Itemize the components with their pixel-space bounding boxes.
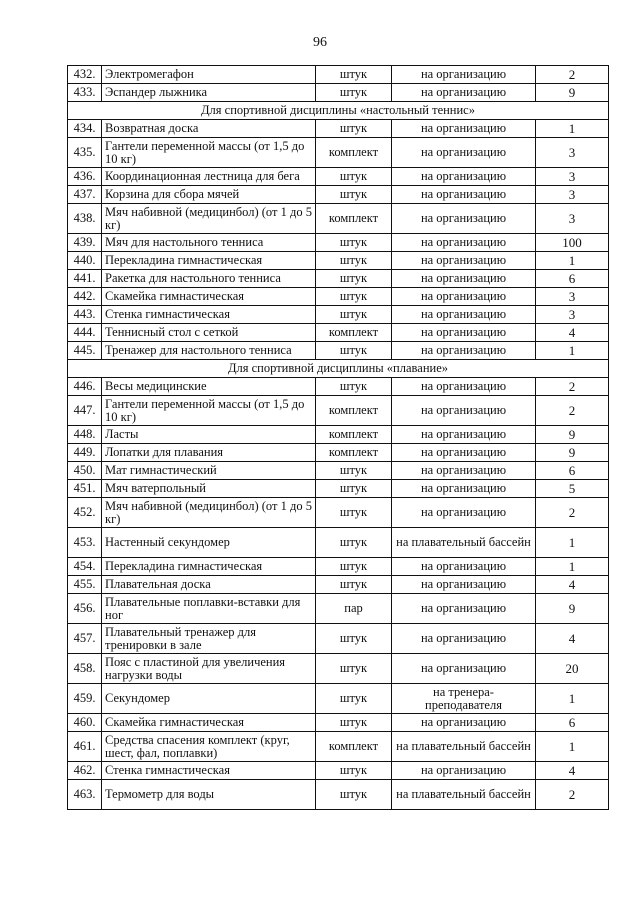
quantity-cell: 3 [536,138,609,168]
row-number-cell: 456. [68,594,102,624]
row-number-cell: 444. [68,324,102,342]
equipment-table [67,65,609,810]
table-row [68,714,609,732]
row-number-cell: 448. [68,426,102,444]
row-number-cell: 451. [68,480,102,498]
quantity-cell: 4 [536,762,609,780]
item-name-cell: Скамейка гимнастическая [102,288,316,306]
table-row [68,84,609,102]
quantity-cell: 9 [536,84,609,102]
item-name-cell: Корзина для сбора мячей [102,186,316,204]
row-number-cell: 437. [68,186,102,204]
norm-basis-cell: на организацию [392,270,536,288]
norm-basis-cell: на плавательный бассейн [392,732,536,762]
quantity-cell: 9 [536,426,609,444]
norm-basis-cell: на организацию [392,444,536,462]
row-number-cell: 435. [68,138,102,168]
row-number-cell: 436. [68,168,102,186]
row-number-cell: 447. [68,396,102,426]
table-row [68,462,609,480]
quantity-cell: 1 [536,684,609,714]
item-name-cell: Тренажер для настольного тенниса [102,342,316,360]
unit-cell: штук [316,480,392,498]
item-name-cell: Гантели переменной массы (от 1,5 до 10 кг) [102,396,316,426]
quantity-cell: 1 [536,732,609,762]
table-row [68,624,609,654]
quantity-cell: 2 [536,66,609,84]
quantity-cell: 1 [536,558,609,576]
norm-basis-cell: на организацию [392,138,536,168]
section-header-row [68,102,609,120]
quantity-cell: 2 [536,780,609,810]
item-name-cell: Стенка гимнастическая [102,306,316,324]
norm-basis-cell: на организацию [392,234,536,252]
item-name-cell: Скамейка гимнастическая [102,714,316,732]
row-number-cell: 449. [68,444,102,462]
item-name-cell: Мяч ватерпольный [102,480,316,498]
item-name-cell: Плавательный тренажер для тренировки в зале [102,624,316,654]
unit-cell: штук [316,120,392,138]
norm-basis-cell: на организацию [392,66,536,84]
norm-basis-cell: на организацию [392,186,536,204]
quantity-cell: 4 [536,576,609,594]
table-row [68,120,609,138]
table-row [68,576,609,594]
norm-basis-cell: на организацию [392,84,536,102]
page-number: 96 [313,35,327,50]
row-number-cell: 438. [68,204,102,234]
table-row [68,66,609,84]
quantity-cell: 1 [536,528,609,558]
quantity-cell: 1 [536,342,609,360]
unit-cell: штук [316,168,392,186]
norm-basis-cell: на организацию [392,396,536,426]
row-number-cell: 443. [68,306,102,324]
row-number-cell: 454. [68,558,102,576]
unit-cell: штук [316,528,392,558]
table-row [68,138,609,168]
unit-cell: комплект [316,138,392,168]
table-row [68,186,609,204]
unit-cell: штук [316,462,392,480]
item-name-cell: Средства спасения комплект (круг, шест, фал, поплавки) [102,732,316,762]
table-row [68,288,609,306]
row-number-cell: 450. [68,462,102,480]
norm-basis-cell: на организацию [392,762,536,780]
row-number-cell: 433. [68,84,102,102]
row-number-cell: 439. [68,234,102,252]
unit-cell: комплект [316,444,392,462]
row-number-cell: 445. [68,342,102,360]
table-row [68,396,609,426]
norm-basis-cell: на организацию [392,594,536,624]
item-name-cell: Эспандер лыжника [102,84,316,102]
unit-cell: штук [316,378,392,396]
unit-cell: комплект [316,396,392,426]
item-name-cell: Мяч для настольного тенниса [102,234,316,252]
table-row [68,558,609,576]
item-name-cell: Перекладина гимнастическая [102,252,316,270]
unit-cell: штук [316,186,392,204]
table-row [68,252,609,270]
norm-basis-cell: на плавательный бассейн [392,780,536,810]
unit-cell: штук [316,306,392,324]
unit-cell: штук [316,684,392,714]
norm-basis-cell: на организацию [392,378,536,396]
norm-basis-cell: на организацию [392,624,536,654]
row-number-cell: 455. [68,576,102,594]
norm-basis-cell: на организацию [392,324,536,342]
quantity-cell: 2 [536,396,609,426]
item-name-cell: Мат гимнастический [102,462,316,480]
item-name-cell: Плавательные поплавки-вставки для ног [102,594,316,624]
section-header-row [68,360,609,378]
unit-cell: штук [316,624,392,654]
item-name-cell: Весы медицинские [102,378,316,396]
row-number-cell: 434. [68,120,102,138]
item-name-cell: Перекладина гимнастическая [102,558,316,576]
item-name-cell: Электромегафон [102,66,316,84]
unit-cell: штук [316,780,392,810]
item-name-cell: Ракетка для настольного тенниса [102,270,316,288]
row-number-cell: 452. [68,498,102,528]
row-number-cell: 461. [68,732,102,762]
norm-basis-cell: на организацию [392,714,536,732]
unit-cell: штук [316,270,392,288]
quantity-cell: 100 [536,234,609,252]
table-row [68,378,609,396]
item-name-cell: Стенка гимнастическая [102,762,316,780]
table-row [68,306,609,324]
row-number-cell: 460. [68,714,102,732]
quantity-cell: 6 [536,462,609,480]
unit-cell: комплект [316,204,392,234]
norm-basis-cell: на организацию [392,288,536,306]
norm-basis-cell: на организацию [392,306,536,324]
quantity-cell: 1 [536,252,609,270]
unit-cell: штук [316,342,392,360]
table-row [68,168,609,186]
norm-basis-cell: на организацию [392,498,536,528]
norm-basis-cell: на организацию [392,576,536,594]
row-number-cell: 463. [68,780,102,810]
unit-cell: комплект [316,324,392,342]
table-row [68,528,609,558]
table-row [68,480,609,498]
unit-cell: комплект [316,426,392,444]
table-row [68,732,609,762]
quantity-cell: 3 [536,288,609,306]
unit-cell: штук [316,66,392,84]
norm-basis-cell: на организацию [392,342,536,360]
unit-cell: штук [316,234,392,252]
item-name-cell: Ласты [102,426,316,444]
table-row [68,324,609,342]
item-name-cell: Координационная лестница для бега [102,168,316,186]
unit-cell: штук [316,498,392,528]
section-title: Для спортивной дисциплины «настольный теннис» [68,102,609,120]
table-row [68,444,609,462]
unit-cell: штук [316,576,392,594]
table-row [68,594,609,624]
norm-basis-cell: на организацию [392,168,536,186]
item-name-cell: Термометр для воды [102,780,316,810]
item-name-cell: Теннисный стол с сеткой [102,324,316,342]
norm-basis-cell: на тренера-преподавателя [392,684,536,714]
norm-basis-cell: на организацию [392,204,536,234]
norm-basis-cell: на плавательный бассейн [392,528,536,558]
quantity-cell: 3 [536,186,609,204]
row-number-cell: 440. [68,252,102,270]
quantity-cell: 6 [536,714,609,732]
quantity-cell: 2 [536,498,609,528]
row-number-cell: 453. [68,528,102,558]
row-number-cell: 446. [68,378,102,396]
quantity-cell: 3 [536,204,609,234]
row-number-cell: 442. [68,288,102,306]
table-row [68,342,609,360]
quantity-cell: 1 [536,120,609,138]
norm-basis-cell: на организацию [392,426,536,444]
item-name-cell: Плавательная доска [102,576,316,594]
item-name-cell: Мяч набивной (медицинбол) (от 1 до 5 кг) [102,204,316,234]
row-number-cell: 462. [68,762,102,780]
row-number-cell: 457. [68,624,102,654]
unit-cell: штук [316,714,392,732]
table-row [68,780,609,810]
unit-cell: штук [316,762,392,780]
unit-cell: пар [316,594,392,624]
unit-cell: штук [316,558,392,576]
item-name-cell: Пояс с пластиной для увеличения нагрузки воды [102,654,316,684]
row-number-cell: 432. [68,66,102,84]
quantity-cell: 6 [536,270,609,288]
item-name-cell: Гантели переменной массы (от 1,5 до 10 кг) [102,138,316,168]
unit-cell: штук [316,84,392,102]
item-name-cell: Лопатки для плавания [102,444,316,462]
table-row [68,684,609,714]
norm-basis-cell: на организацию [392,120,536,138]
table-row [68,498,609,528]
table-row [68,426,609,444]
quantity-cell: 9 [536,444,609,462]
item-name-cell: Возвратная доска [102,120,316,138]
item-name-cell: Секундомер [102,684,316,714]
quantity-cell: 4 [536,624,609,654]
item-name-cell: Настенный секундомер [102,528,316,558]
table-row [68,234,609,252]
unit-cell: штук [316,252,392,270]
table-row [68,654,609,684]
row-number-cell: 458. [68,654,102,684]
unit-cell: штук [316,654,392,684]
norm-basis-cell: на организацию [392,252,536,270]
norm-basis-cell: на организацию [392,480,536,498]
quantity-cell: 3 [536,306,609,324]
norm-basis-cell: на организацию [392,558,536,576]
quantity-cell: 3 [536,168,609,186]
norm-basis-cell: на организацию [392,654,536,684]
quantity-cell: 4 [536,324,609,342]
norm-basis-cell: на организацию [392,462,536,480]
table-row [68,270,609,288]
quantity-cell: 9 [536,594,609,624]
unit-cell: штук [316,288,392,306]
quantity-cell: 2 [536,378,609,396]
table-row [68,762,609,780]
section-title: Для спортивной дисциплины «плавание» [68,360,609,378]
item-name-cell: Мяч набивной (медицинбол) (от 1 до 5 кг) [102,498,316,528]
row-number-cell: 459. [68,684,102,714]
table-row [68,204,609,234]
row-number-cell: 441. [68,270,102,288]
unit-cell: комплект [316,732,392,762]
quantity-cell: 5 [536,480,609,498]
quantity-cell: 20 [536,654,609,684]
